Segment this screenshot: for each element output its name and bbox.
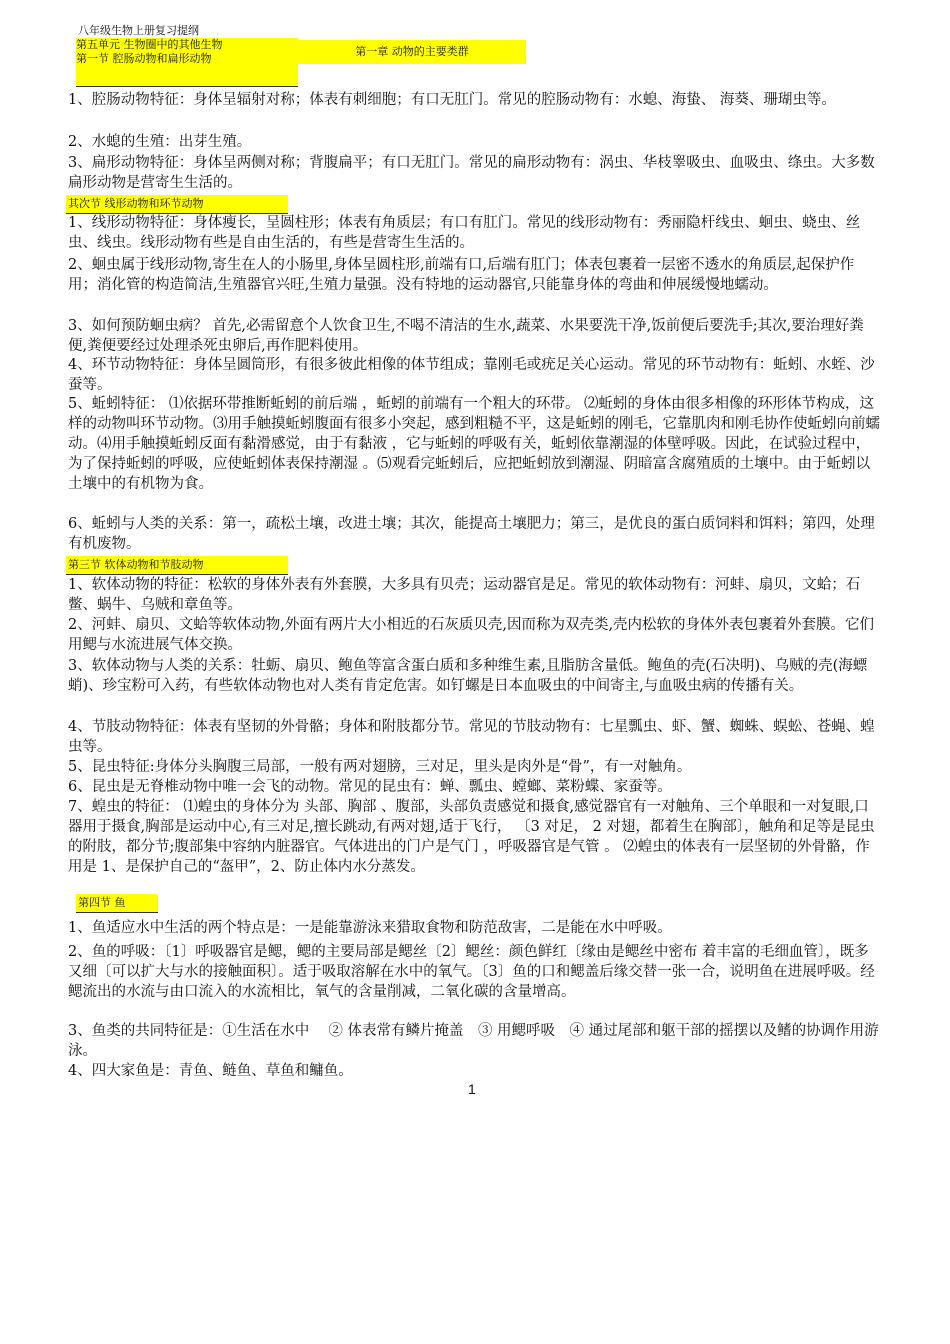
paragraph: 2、蛔虫属于线形动物,寄生在人的小肠里,身体呈圆柱形,前端有口,后端有肛门；体表包裹着一层密不透水的角质层,起保护作用；消化管的构造简洁,生殖器官兴旺,生殖力量强。没有特地的运动器官,只能靠身体的弯曲和伸展缓慢地蠕动。 [68, 257, 855, 293]
page-number: 1 [468, 1081, 476, 1097]
paragraph: 5、昆虫特征:身体分头胸腹三局部，一般有两对翅膀，三对足，里头是肉外是“骨”，有一对触角。 [68, 759, 692, 775]
paragraph: 3、软体动物与人类的关系：牡蛎、扇贝、鲍鱼等富含蛋白质和多种维生素,且脂肪含量低。鲍鱼的壳(石决明)、乌贼的壳(海螵蛸)、珍宝粉可入药，有些软体动物也对人类有肯定危害。如钉螺是日本血吸虫的中间寄主,与血吸虫病的传播有关。 [68, 658, 868, 694]
paragraph: 2、鱼的呼吸：〔1〕呼吸器官是鳃，鳃的主要局部是鳃丝〔2〕鳃丝：颜色鲜红〔缘由是鳃丝中密布 着丰富的毛细血管〕，既多又细〔可以扩大与水的接触面积〕。适于吸取溶解在水中的氧气。〔3〕鱼的口和鳃盖后缘交替一张一合，说明鱼在进展呼吸。经鳃流出的水流与由口流入的水流相比，氧气的含量削减，二氧化碳的含量增高。 [68, 944, 875, 1000]
paragraph: 7、蝗虫的特征： ⑴蝗虫的身体分为 头部、胸部 、腹部，头部负责感觉和摄食,感觉器官有一对触角、三个单眼和一对复眼,口器用于摄食,胸部是运动中心,有三对足,擅长跳动,有两对翅,适于飞行， 〔3 对足， 2 对翅，都着生在胸部〕，触角和足等是昆虫的附肢，都分节;腹部集中容纳内脏器官。气体进出的门户是气门 ，呼吸器官是气管 。 ⑵蝗虫的体表有一层坚韧的外骨骼，作用是 1、是保护自己的“盔甲”，2、防止体内水分蒸发。 [68, 799, 875, 875]
paragraph: 3、鱼类的共同特征是：①生活在水中 ② 体表常有鳞片掩盖 ③ 用鳃呼吸 ④ 通过尾部和躯干部的摇摆以及鳍的协调作用游泳。 [68, 1023, 879, 1059]
paragraph: 1、鱼适应水中生活的两个特点是：一是能靠游泳来猎取食物和防范敌害，二是能在水中呼吸。 [68, 920, 672, 936]
section-1-title: 第一节 腔肠动物和扁形动物 [76, 52, 212, 65]
document-title: 八年级生物上册复习提纲 [78, 24, 199, 37]
chapter-title: 第一章 动物的主要类群 [298, 40, 526, 64]
paragraph: 4、环节动物特征：身体呈圆筒形，有很多彼此相像的体节组成；靠刚毛或疣足关心运动。常见的环节动物有：蚯蚓、水蛭、沙蚕等。 [68, 357, 875, 393]
paragraph: 3、如何预防蛔虫病？ 首先,必需留意个人饮食卫生,不喝不清洁的生水,蔬菜、水果要洗干净,饭前便后要洗手;其次,要治理好粪便,粪便要经过处理杀死虫卵后,再作肥料使用。 [68, 318, 864, 354]
unit-title: 第五单元 生物圈中的其他生物 [76, 38, 223, 51]
paragraph: 4、四大家鱼是：青鱼、鲢鱼、草鱼和鳙鱼。 [68, 1063, 353, 1079]
section-2-title: 其次节 线形动物和环节动物 [66, 195, 288, 214]
paragraph: 2、水螅的生殖：出芽生殖。 [68, 134, 252, 150]
paragraph: 4、节肢动物特征：体表有坚韧的外骨骼；身体和附肢都分节。常见的节肢动物有：七星瓢虫、虾、蟹、蜘蛛、蜈蚣、苍蝇、蝗虫等。 [68, 719, 875, 755]
paragraph: 1、腔肠动物特征：身体呈辐射对称；体表有刺细胞；有口无肛门。常见的腔肠动物有：水螅、海蛰、 海葵、珊瑚虫等。 [68, 92, 836, 108]
section-3-title: 第三节 软体动物和节肢动物 [66, 556, 288, 575]
paragraph: 3、扁形动物特征：身体呈两侧对称；背腹扁平；有口无肛门。常见的扁形动物有：涡虫、华枝睾吸虫、血吸虫、绦虫。大多数扁形动物是营寄生生活的。 [68, 155, 875, 191]
paragraph: 1、软体动物的特征：松软的身体外表有外套膜，大多具有贝壳；运动器官是足。常见的软体动物有：河蚌、扇贝，文蛤；石鳖、蜗牛、乌贼和章鱼等。 [68, 577, 861, 613]
unit-section-header [76, 38, 298, 87]
paragraph: 6、昆虫是无脊椎动物中唯一会飞的动物。常见的昆虫有：蝉、瓢虫、螳螂、菜粉蝶、家蚕等。 [68, 779, 672, 795]
paragraph: 5、蚯蚓特征： ⑴依据环带推断蚯蚓的前后端 ，蚯蚓的前端有一个粗大的环带。 ⑵蚯蚓的身体由很多相像的环形体节构成，这样的动物叫环节动物。⑶用手触摸蚯蚓腹面有很多小突起，感到粗糙不平，这是蚯蚓的刚毛，它靠肌肉和刚毛协作使蚯蚓向前蠕动。⑷用手触摸蚯蚓反面有黏滑感觉，由于有黏液 ，它与蚯蚓的呼吸有关，蚯蚓依靠潮湿的体壁呼吸。因此，在试验过程中，为了保持蚯蚓的呼吸，应使蚯蚓体表保持潮湿 。⑸观看完蚯蚓后，应把蚯蚓放到潮湿、阴暗富含腐殖质的土壤中。由于蚯蚓以土壤中的有机物为食。 [68, 396, 880, 492]
section-4-title: 第四节 鱼 [76, 894, 158, 913]
paragraph: 2、河蚌、扇贝、文蛤等软体动物,外面有两片大小相近的石灰质贝壳,因而称为双壳类,壳内松软的身体外表包裹着外套膜。它们用鳃与水流进展气体交换。 [68, 617, 875, 653]
paragraph: 6、蚯蚓与人类的关系：第一，疏松土壤，改进土壤；其次，能提高土壤肥力；第三，是优良的蛋白质饲料和饵料；第四，处理有机废物。 [68, 516, 875, 552]
paragraph: 1、线形动物特征：身体瘦长，呈圆柱形；体表有角质层；有口有肛门。常见的线形动物有：秀丽隐杆线虫、蛔虫、蛲虫、丝虫、线虫。线形动物有些是自由生活的，有些是营寄生生活的。 [68, 215, 861, 251]
